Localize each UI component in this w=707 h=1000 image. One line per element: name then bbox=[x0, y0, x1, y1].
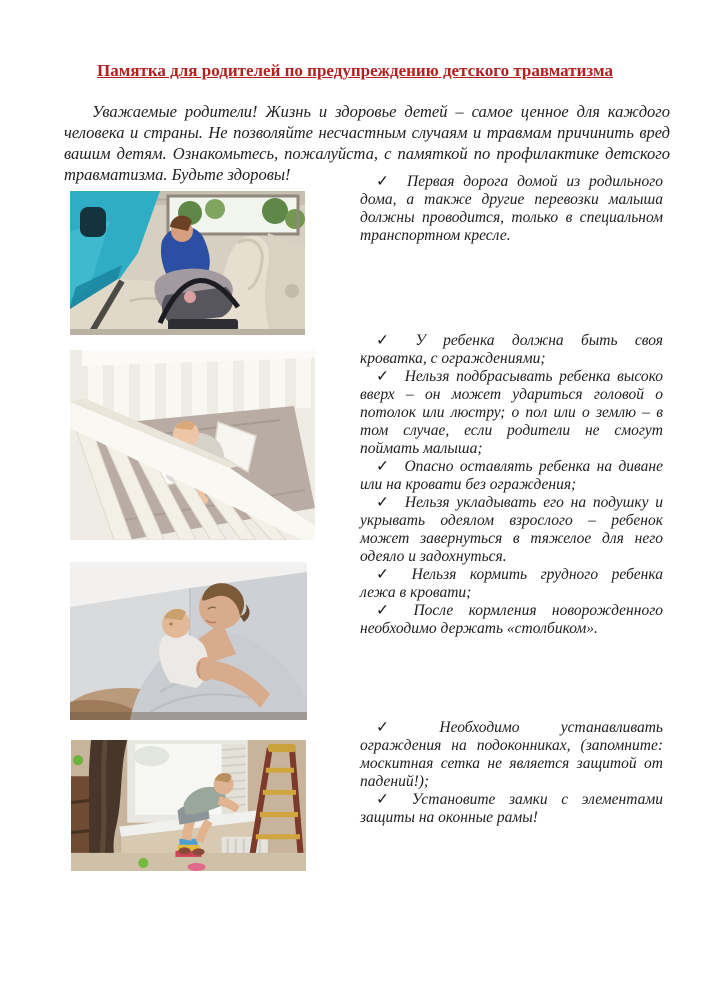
checkmark-icon: ✓ bbox=[376, 173, 395, 190]
bullet-item bbox=[360, 719, 663, 791]
intro-paragraph: Уважаемые родители! Жизнь и здоровье детей – самое ценное для каждого человека и страны. Не позволяйте несчастным случаям и травмам причинить вред вашим детям. Ознакомьтесь, пожалуйста, с памяткой по профилактике детского травматизма. Будьте здоровы! bbox=[64, 101, 670, 184]
bullet-item bbox=[360, 494, 663, 566]
bullet-item bbox=[360, 368, 663, 458]
bullet-item bbox=[360, 332, 663, 368]
bullet-text: Нельзя подбрасывать ребенка высоко вверх – он может удариться головой о потолок или люстру; о пол или о землю – в том случае, если родители не смогут поймать малыша; bbox=[360, 368, 663, 457]
photo-baby-crib bbox=[70, 350, 315, 540]
bullet-group-crib-safety bbox=[360, 332, 663, 638]
window-illustration bbox=[71, 740, 306, 871]
mother-illustration bbox=[70, 562, 307, 720]
bullet-item bbox=[360, 458, 663, 494]
bullet-item bbox=[360, 602, 663, 638]
car-seat-illustration bbox=[70, 191, 305, 335]
bullet-text: Опасно оставлять ребенка на диване или на кровати без ограждения; bbox=[360, 458, 663, 493]
bullet-item bbox=[360, 791, 663, 827]
photo-car-seat bbox=[70, 191, 305, 335]
checkmark-icon: ✓ bbox=[376, 458, 392, 475]
bullet-group-transport bbox=[360, 173, 663, 245]
checkmark-icon: ✓ bbox=[376, 719, 427, 736]
checkmark-icon: ✓ bbox=[376, 791, 399, 808]
bullet-text: Нельзя кормить грудного ребенка лежа в кровати; bbox=[360, 566, 663, 601]
bullet-text: После кормления новорожденного необходимо держать «столбиком». bbox=[360, 602, 663, 637]
bullet-text: Первая дорога домой из родильного дома, а также другие перевозки малыша должны проводится, только в специальном транспортном кресле. bbox=[360, 173, 663, 244]
bullet-text: Установите замки с элементами защиты на оконные рамы! bbox=[360, 791, 663, 826]
bullet-text: У ребенка должна быть своя кроватка, с ограждениями; bbox=[360, 332, 663, 367]
page-title: Памятка для родителей по предупреждению детского травматизма bbox=[97, 61, 613, 81]
bullet-group-window-safety bbox=[360, 719, 663, 827]
bullet-item bbox=[360, 173, 663, 245]
bullet-text: Нельзя укладывать его на подушку и укрывать одеялом взрослого – ребенок может завернуться в тяжелое для него одеяло и задохнуться. bbox=[360, 494, 663, 565]
photo-toddler-window bbox=[71, 740, 306, 871]
crib-illustration bbox=[70, 350, 315, 540]
checkmark-icon: ✓ bbox=[376, 368, 392, 385]
checkmark-icon: ✓ bbox=[376, 332, 403, 349]
checkmark-icon: ✓ bbox=[376, 566, 399, 583]
bullet-item bbox=[360, 566, 663, 602]
checkmark-icon: ✓ bbox=[376, 602, 401, 619]
checkmark-icon: ✓ bbox=[376, 494, 392, 511]
bullet-text: Необходимо устанавливать ограждения на подоконниках, (запомните: москитная сетка не является защитой от падений!); bbox=[360, 719, 663, 790]
photo-mother-newborn bbox=[70, 562, 307, 720]
